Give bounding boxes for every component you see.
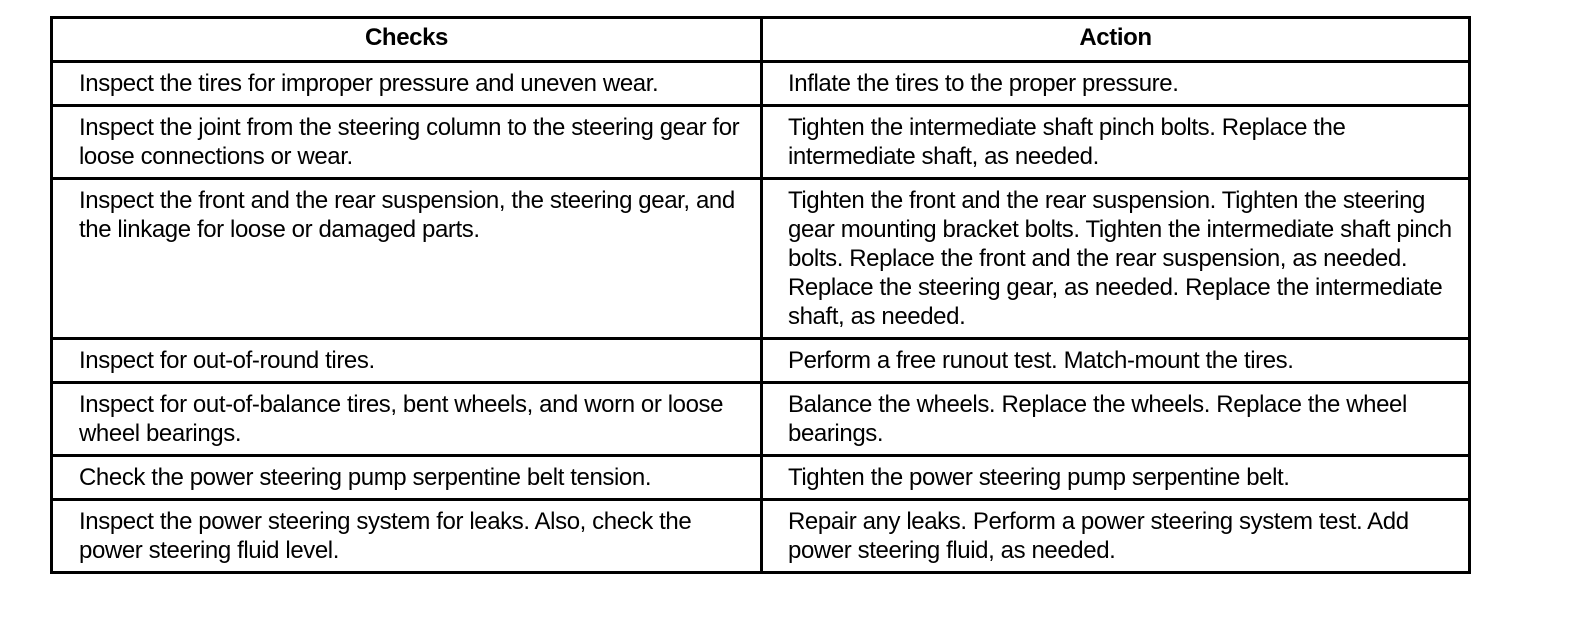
action-cell: Tighten the intermediate shaft pinch bolts. Replace the intermediate shaft, as needed. xyxy=(762,106,1470,179)
check-cell: Inspect the front and the rear suspension, the steering gear, and the linkage for loose or damaged parts. xyxy=(52,179,762,339)
table-row xyxy=(52,62,1470,106)
diagnosis-table-container xyxy=(50,16,1468,574)
table-header-row xyxy=(52,18,1470,62)
check-cell: Check the power steering pump serpentine belt tension. xyxy=(52,456,762,500)
column-header-action: Action xyxy=(762,18,1470,62)
table-row xyxy=(52,500,1470,573)
check-cell: Inspect the power steering system for leaks. Also, check the power steering fluid level. xyxy=(52,500,762,573)
action-cell: Tighten the power steering pump serpentine belt. xyxy=(762,456,1470,500)
column-header-checks: Checks xyxy=(52,18,762,62)
action-cell: Inflate the tires to the proper pressure. xyxy=(762,62,1470,106)
table-row xyxy=(52,456,1470,500)
check-cell: Inspect the tires for improper pressure and uneven wear. xyxy=(52,62,762,106)
check-cell: Inspect for out-of-round tires. xyxy=(52,339,762,383)
table-row xyxy=(52,106,1470,179)
action-cell: Balance the wheels. Replace the wheels. Replace the wheel bearings. xyxy=(762,383,1470,456)
table-row xyxy=(52,339,1470,383)
table-row xyxy=(52,179,1470,339)
table-row xyxy=(52,383,1470,456)
check-cell: Inspect the joint from the steering column to the steering gear for loose connections or wear. xyxy=(52,106,762,179)
check-cell: Inspect for out-of-balance tires, bent wheels, and worn or loose wheel bearings. xyxy=(52,383,762,456)
action-cell: Perform a free runout test. Match-mount the tires. xyxy=(762,339,1470,383)
action-cell: Repair any leaks. Perform a power steering system test. Add power steering fluid, as needed. xyxy=(762,500,1470,573)
diagnosis-table xyxy=(50,16,1471,574)
action-cell: Tighten the front and the rear suspension. Tighten the steering gear mounting bracket bolts. Tighten the intermediate shaft pinch bolts. Replace the front and the rear suspension, as needed. Replace the steering gear, as needed. Replace the intermediate shaft, as needed. xyxy=(762,179,1470,339)
